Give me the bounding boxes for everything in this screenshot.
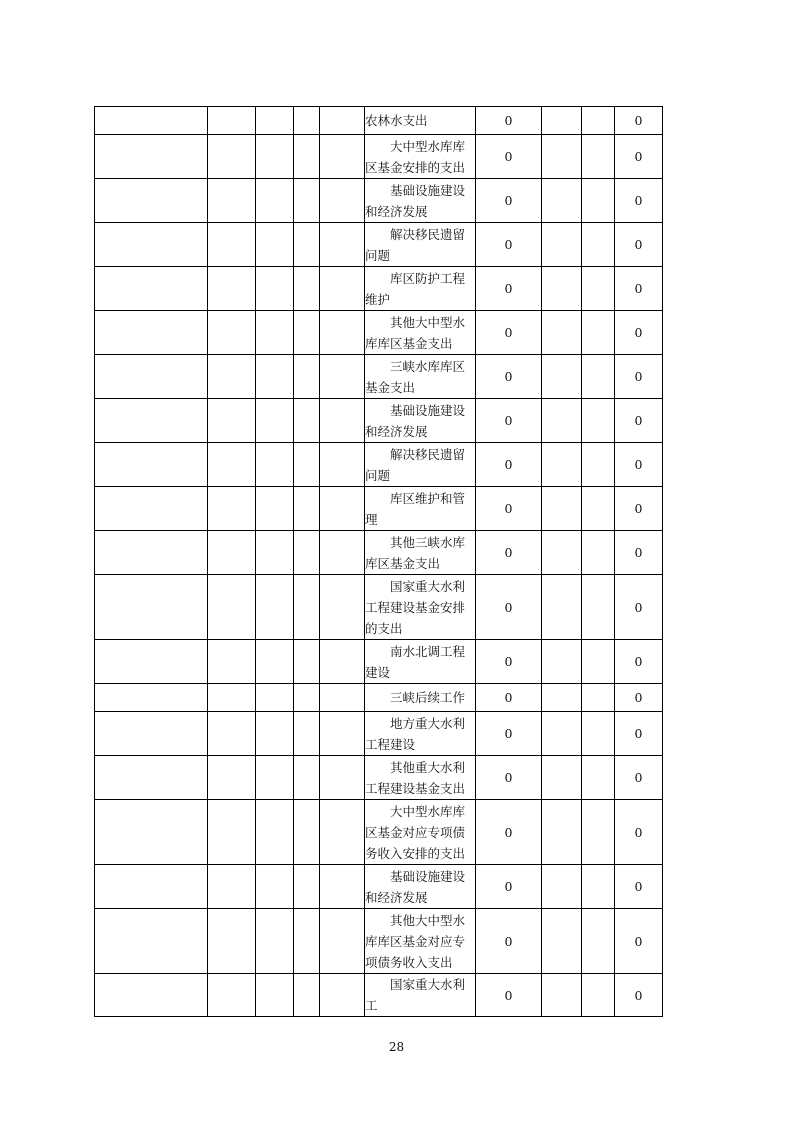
amount-cell-b: 0 <box>615 223 663 267</box>
cell-col-9 <box>582 135 615 179</box>
cell-col-1 <box>95 865 208 909</box>
cell-col-2 <box>208 399 256 443</box>
cell-col-3 <box>256 179 294 223</box>
cell-col-4 <box>294 756 320 800</box>
cell-col-9 <box>582 800 615 865</box>
item-name-text: 国家重大水利工 <box>365 977 466 1013</box>
amount-cell-b: 0 <box>615 640 663 684</box>
cell-col-3 <box>256 355 294 399</box>
amount-cell-a: 0 <box>476 756 542 800</box>
amount-cell-a: 0 <box>476 800 542 865</box>
amount-cell-b: 0 <box>615 800 663 865</box>
cell-col-8 <box>542 531 582 575</box>
item-name-cell <box>365 712 476 756</box>
cell-col-9 <box>582 399 615 443</box>
table-body <box>95 107 663 1017</box>
cell-col-3 <box>256 909 294 974</box>
cell-col-2 <box>208 531 256 575</box>
cell-col-1 <box>95 640 208 684</box>
cell-col-1 <box>95 974 208 1017</box>
item-name-text: 其他大中型水库库区基金对应专项债务收入支出 <box>365 912 466 970</box>
cell-col-9 <box>582 223 615 267</box>
amount-cell-a: 0 <box>476 135 542 179</box>
cell-col-4 <box>294 865 320 909</box>
cell-col-1 <box>95 575 208 640</box>
item-name-text: 解决移民遗留问题 <box>365 226 466 263</box>
item-name-cell <box>365 909 476 974</box>
cell-col-8 <box>542 179 582 223</box>
amount-cell-a: 0 <box>476 311 542 355</box>
cell-col-3 <box>256 640 294 684</box>
item-name-cell <box>365 443 476 487</box>
cell-col-1 <box>95 223 208 267</box>
amount-cell-b: 0 <box>615 399 663 443</box>
amount-cell-a: 0 <box>476 179 542 223</box>
item-name-cell <box>365 179 476 223</box>
table-row <box>95 267 663 311</box>
table-row <box>95 865 663 909</box>
amount-cell-b: 0 <box>615 487 663 531</box>
amount-cell-a: 0 <box>476 974 542 1017</box>
cell-col-8 <box>542 909 582 974</box>
cell-col-1 <box>95 311 208 355</box>
cell-col-8 <box>542 267 582 311</box>
cell-col-4 <box>294 640 320 684</box>
table-row <box>95 443 663 487</box>
cell-col-5 <box>320 640 365 684</box>
cell-col-2 <box>208 865 256 909</box>
cell-col-4 <box>294 487 320 531</box>
item-name-text: 大中型水库库区基金安排的支出 <box>365 138 466 175</box>
item-name-cell <box>365 107 476 135</box>
cell-col-8 <box>542 800 582 865</box>
item-name-cell <box>365 800 476 865</box>
cell-col-9 <box>582 179 615 223</box>
cell-col-4 <box>294 909 320 974</box>
cell-col-8 <box>542 684 582 712</box>
cell-col-4 <box>294 531 320 575</box>
item-name-cell <box>365 355 476 399</box>
cell-col-3 <box>256 575 294 640</box>
cell-col-1 <box>95 399 208 443</box>
cell-col-3 <box>256 756 294 800</box>
amount-cell-b: 0 <box>615 135 663 179</box>
item-name-text: 库区维护和管理 <box>365 490 466 527</box>
cell-col-4 <box>294 135 320 179</box>
table-row <box>95 640 663 684</box>
amount-cell-b: 0 <box>615 267 663 311</box>
item-name-text: 农林水支出 <box>365 113 428 128</box>
table-row <box>95 223 663 267</box>
cell-col-3 <box>256 487 294 531</box>
cell-col-8 <box>542 223 582 267</box>
table-row <box>95 399 663 443</box>
item-name-text: 大中型水库库区基金对应专项债务收入安排的支出 <box>365 803 466 861</box>
amount-cell-b: 0 <box>615 531 663 575</box>
cell-col-4 <box>294 684 320 712</box>
item-name-cell <box>365 223 476 267</box>
amount-cell-b: 0 <box>615 575 663 640</box>
cell-col-5 <box>320 974 365 1017</box>
cell-col-4 <box>294 179 320 223</box>
cell-col-1 <box>95 487 208 531</box>
cell-col-4 <box>294 399 320 443</box>
item-name-text: 三峡后续工作 <box>390 690 466 705</box>
cell-col-4 <box>294 800 320 865</box>
amount-cell-a: 0 <box>476 355 542 399</box>
cell-col-5 <box>320 399 365 443</box>
item-name-text: 三峡水库库区基金支出 <box>365 358 466 395</box>
cell-col-1 <box>95 355 208 399</box>
table-row <box>95 135 663 179</box>
cell-col-2 <box>208 575 256 640</box>
cell-col-5 <box>320 531 365 575</box>
table-row <box>95 909 663 974</box>
amount-cell-b: 0 <box>615 974 663 1017</box>
cell-col-1 <box>95 800 208 865</box>
cell-col-5 <box>320 179 365 223</box>
item-name-text: 库区防护工程维护 <box>365 270 466 307</box>
item-name-text: 基础设施建设和经济发展 <box>365 182 466 219</box>
cell-col-5 <box>320 712 365 756</box>
amount-cell-a: 0 <box>476 640 542 684</box>
cell-col-1 <box>95 443 208 487</box>
cell-col-1 <box>95 531 208 575</box>
cell-col-9 <box>582 865 615 909</box>
cell-col-1 <box>95 684 208 712</box>
cell-col-5 <box>320 223 365 267</box>
table-row <box>95 179 663 223</box>
cell-col-3 <box>256 865 294 909</box>
cell-col-4 <box>294 311 320 355</box>
cell-col-4 <box>294 267 320 311</box>
table-row <box>95 311 663 355</box>
cell-col-9 <box>582 107 615 135</box>
item-name-cell <box>365 531 476 575</box>
cell-col-2 <box>208 355 256 399</box>
cell-col-8 <box>542 135 582 179</box>
amount-cell-a: 0 <box>476 531 542 575</box>
cell-col-9 <box>582 684 615 712</box>
cell-col-9 <box>582 267 615 311</box>
cell-col-4 <box>294 443 320 487</box>
cell-col-1 <box>95 107 208 135</box>
cell-col-8 <box>542 487 582 531</box>
page-number: 28 <box>388 1040 405 1054</box>
cell-col-9 <box>582 355 615 399</box>
amount-cell-b: 0 <box>615 865 663 909</box>
cell-col-9 <box>582 909 615 974</box>
cell-col-2 <box>208 443 256 487</box>
cell-col-3 <box>256 974 294 1017</box>
item-name-text: 国家重大水利工程建设基金安排的支出 <box>365 578 466 636</box>
item-name-cell <box>365 865 476 909</box>
amount-cell-a: 0 <box>476 865 542 909</box>
cell-col-9 <box>582 575 615 640</box>
item-name-text: 基础设施建设和经济发展 <box>365 868 466 905</box>
table-row <box>95 575 663 640</box>
amount-cell-b: 0 <box>615 311 663 355</box>
cell-col-3 <box>256 684 294 712</box>
cell-col-5 <box>320 355 365 399</box>
cell-col-3 <box>256 443 294 487</box>
cell-col-2 <box>208 179 256 223</box>
cell-col-8 <box>542 107 582 135</box>
cell-col-1 <box>95 712 208 756</box>
cell-col-5 <box>320 107 365 135</box>
cell-col-9 <box>582 712 615 756</box>
cell-col-2 <box>208 107 256 135</box>
cell-col-8 <box>542 712 582 756</box>
cell-col-5 <box>320 909 365 974</box>
amount-cell-a: 0 <box>476 443 542 487</box>
cell-col-9 <box>582 487 615 531</box>
item-name-text: 其他三峡水库库区基金支出 <box>365 534 466 571</box>
item-name-cell <box>365 267 476 311</box>
amount-cell-a: 0 <box>476 267 542 311</box>
cell-col-2 <box>208 487 256 531</box>
item-name-cell <box>365 135 476 179</box>
cell-col-4 <box>294 107 320 135</box>
cell-col-4 <box>294 223 320 267</box>
cell-col-8 <box>542 756 582 800</box>
amount-cell-a: 0 <box>476 909 542 974</box>
amount-cell-b: 0 <box>615 684 663 712</box>
cell-col-5 <box>320 267 365 311</box>
item-name-text: 地方重大水利工程建设 <box>365 715 466 752</box>
table-row <box>95 974 663 1017</box>
table-row <box>95 107 663 135</box>
item-name-cell <box>365 756 476 800</box>
table-row <box>95 756 663 800</box>
item-name-cell <box>365 640 476 684</box>
cell-col-3 <box>256 267 294 311</box>
cell-col-2 <box>208 800 256 865</box>
item-name-cell <box>365 399 476 443</box>
cell-col-4 <box>294 575 320 640</box>
cell-col-2 <box>208 311 256 355</box>
item-name-cell <box>365 311 476 355</box>
cell-col-4 <box>294 355 320 399</box>
cell-col-5 <box>320 135 365 179</box>
table-row <box>95 531 663 575</box>
table-row <box>95 355 663 399</box>
cell-col-3 <box>256 135 294 179</box>
item-name-text: 其他大中型水库库区基金支出 <box>365 314 466 351</box>
cell-col-9 <box>582 756 615 800</box>
item-name-text: 南水北调工程建设 <box>365 643 466 680</box>
cell-col-5 <box>320 311 365 355</box>
cell-col-1 <box>95 909 208 974</box>
cell-col-5 <box>320 800 365 865</box>
cell-col-2 <box>208 267 256 311</box>
cell-col-4 <box>294 712 320 756</box>
cell-col-2 <box>208 135 256 179</box>
amount-cell-b: 0 <box>615 756 663 800</box>
amount-cell-b: 0 <box>615 179 663 223</box>
cell-col-8 <box>542 640 582 684</box>
cell-col-5 <box>320 865 365 909</box>
item-name-cell <box>365 974 476 1017</box>
amount-cell-b: 0 <box>615 355 663 399</box>
cell-col-8 <box>542 443 582 487</box>
cell-col-3 <box>256 712 294 756</box>
cell-col-9 <box>582 640 615 684</box>
amount-cell-b: 0 <box>615 909 663 974</box>
item-name-cell <box>365 487 476 531</box>
item-name-cell <box>365 684 476 712</box>
cell-col-3 <box>256 531 294 575</box>
cell-col-3 <box>256 800 294 865</box>
cell-col-8 <box>542 355 582 399</box>
amount-cell-a: 0 <box>476 487 542 531</box>
amount-cell-b: 0 <box>615 712 663 756</box>
cell-col-2 <box>208 712 256 756</box>
cell-col-8 <box>542 865 582 909</box>
cell-col-1 <box>95 267 208 311</box>
cell-col-3 <box>256 223 294 267</box>
cell-col-4 <box>294 974 320 1017</box>
item-name-text: 基础设施建设和经济发展 <box>365 402 466 439</box>
budget-table <box>94 106 663 1017</box>
amount-cell-a: 0 <box>476 575 542 640</box>
amount-cell-a: 0 <box>476 223 542 267</box>
cell-col-2 <box>208 974 256 1017</box>
amount-cell-a: 0 <box>476 712 542 756</box>
cell-col-3 <box>256 107 294 135</box>
cell-col-8 <box>542 399 582 443</box>
cell-col-5 <box>320 443 365 487</box>
item-name-text: 解决移民遗留问题 <box>365 446 466 483</box>
amount-cell-b: 0 <box>615 443 663 487</box>
table-row <box>95 487 663 531</box>
cell-col-3 <box>256 311 294 355</box>
cell-col-2 <box>208 640 256 684</box>
cell-col-5 <box>320 756 365 800</box>
amount-cell-a: 0 <box>476 107 542 135</box>
cell-col-1 <box>95 179 208 223</box>
cell-col-2 <box>208 909 256 974</box>
cell-col-2 <box>208 756 256 800</box>
cell-col-8 <box>542 575 582 640</box>
item-name-text: 其他重大水利工程建设基金支出 <box>365 759 466 796</box>
table-row <box>95 800 663 865</box>
amount-cell-b: 0 <box>615 107 663 135</box>
cell-col-2 <box>208 684 256 712</box>
cell-col-3 <box>256 399 294 443</box>
cell-col-2 <box>208 223 256 267</box>
cell-col-8 <box>542 311 582 355</box>
cell-col-1 <box>95 756 208 800</box>
amount-cell-a: 0 <box>476 399 542 443</box>
cell-col-9 <box>582 531 615 575</box>
cell-col-5 <box>320 487 365 531</box>
cell-col-1 <box>95 135 208 179</box>
item-name-cell <box>365 575 476 640</box>
table-row <box>95 684 663 712</box>
amount-cell-a: 0 <box>476 684 542 712</box>
cell-col-5 <box>320 575 365 640</box>
cell-col-9 <box>582 974 615 1017</box>
cell-col-9 <box>582 311 615 355</box>
table-row <box>95 712 663 756</box>
cell-col-9 <box>582 443 615 487</box>
cell-col-5 <box>320 684 365 712</box>
cell-col-8 <box>542 974 582 1017</box>
